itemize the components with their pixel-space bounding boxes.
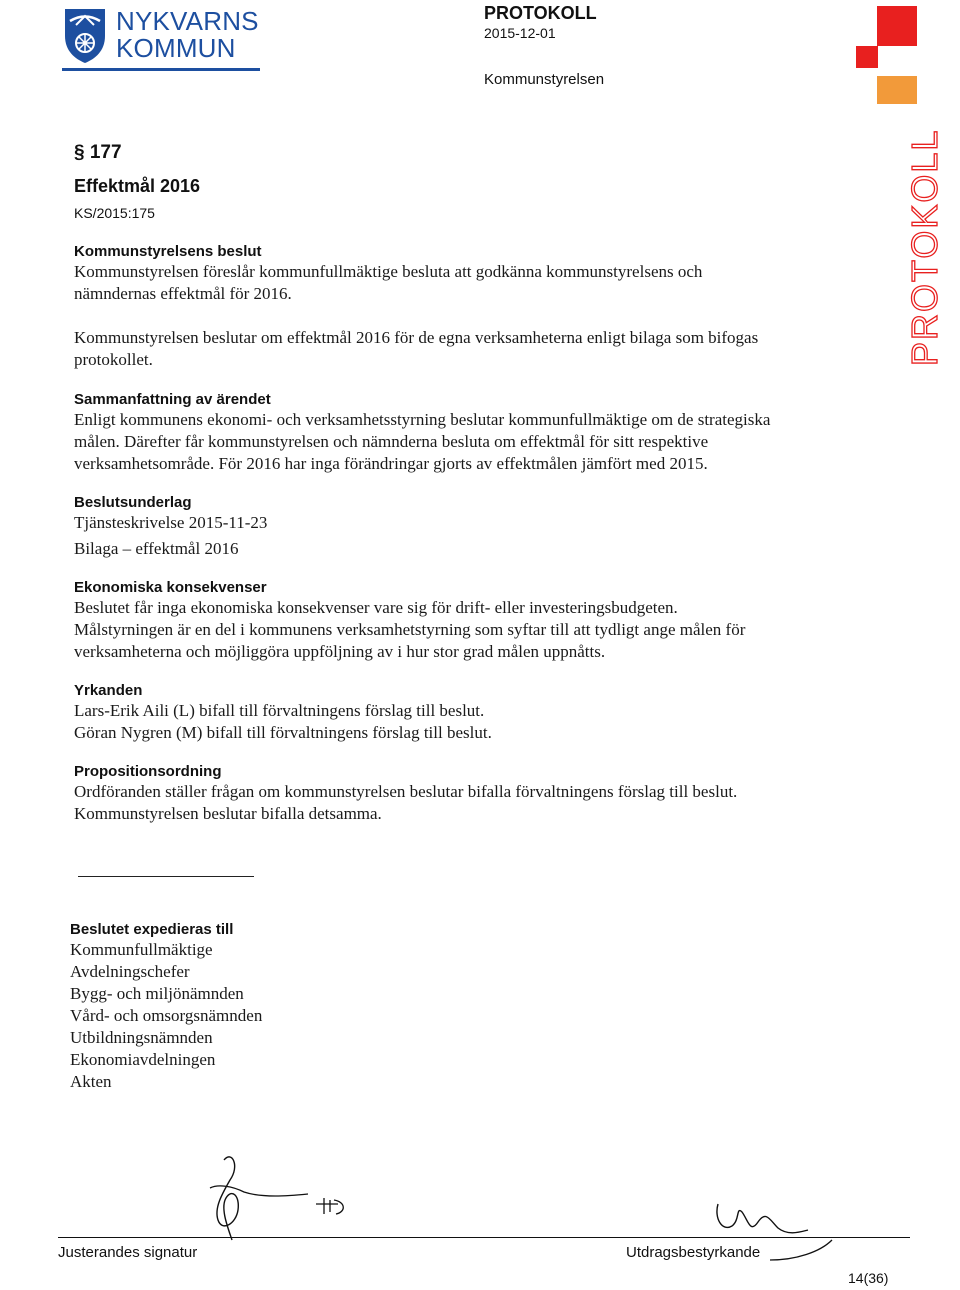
summary-section [74,390,774,475]
economic-heading: Ekonomiska konsekvenser [74,579,267,596]
logo-wordmark [116,8,259,62]
economic-section [74,578,774,663]
justifier-label: Justerandes signatur [58,1244,198,1261]
case-number: KS/2015:175 [74,205,155,221]
decision-section [74,242,774,371]
distribution-heading: Beslutet expedieras till [70,921,234,938]
certifier-label: Utdragsbestyrkande [626,1244,761,1261]
decision-text-2: Kommunstyrelsen beslutar om effektmål 2016 för de egna verksamheterna enligt bilaga som bifogas protokollet. [74,328,759,369]
distribution-item: Akten [70,1072,112,1091]
distribution-section [70,920,262,1093]
coat-of-arms-icon [62,6,108,64]
basis-heading: Beslutsunderlag [74,494,192,511]
motions-section [74,681,774,744]
proposition-section [74,762,774,825]
section-number: § 177 [74,142,122,163]
municipality-logo [62,6,262,72]
distribution-item: Utbildningsnämnden [70,1028,213,1047]
distribution-item: Ekonomiavdelningen [70,1050,216,1069]
logo-line-1: NYKVARNS [116,6,259,36]
signature-line [58,1237,910,1238]
proposition-text: Ordföranden ställer frågan om kommunstyrelsen beslutar bifalla förvaltningens förslag till beslut. Kommunstyrelsen beslutar bifalla detsamma. [74,782,738,823]
motion-item: Göran Nygren (M) bifall till förvaltningens förslag till beslut. [74,723,492,742]
section-subject: Effektmål 2016 [74,176,201,196]
motions-heading: Yrkanden [74,682,143,699]
document-type: PROTOKOLL [484,3,597,23]
economic-text: Beslutet får inga ekonomiska konsekvenser vare sig för drift- eller investeringsbudgeten. Målstyrningen är en del i kommunens verksamhetstyrning som syftar till att tydligt ange målen för verksamheterna och möjliggöra uppföljning av i hur stor grad målen uppnåtts. [74,598,746,661]
distribution-item: Vård- och omsorgsnämnden [70,1006,263,1025]
basis-item: Tjänsteskrivelse 2015-11-23 [74,513,268,532]
accent-square-red [877,6,917,46]
decision-heading: Kommunstyrelsens beslut [74,243,262,260]
basis-section [74,493,774,560]
accent-square-red-small [856,46,878,68]
page-number: 14(36) [848,1270,889,1286]
distribution-item: Kommunfullmäktige [70,940,213,959]
section-divider [78,876,254,877]
decision-text-1: Kommunstyrelsen föreslår kommunfullmäktige besluta att godkänna kommunstyrelsens och nämndernas effektmål för 2016. [74,262,703,303]
summary-heading: Sammanfattning av ärendet [74,391,271,408]
logo-underline [62,68,260,71]
proposition-heading: Propositionsordning [74,763,222,780]
basis-item: Bilaga – effektmål 2016 [74,539,239,558]
minutes-section [74,142,774,825]
summary-text: Enligt kommunens ekonomi- och verksamhetsstyrning beslutar kommunfullmäktige om de strategiska målen. Därefter får kommunstyrelsen och nämnderna besluta om effektmål för sitt respektive verksamhetsområde. För 2016 har inga förändringar gjorts av effektmålen jämfört med 2015. [74,410,771,473]
justifier-signature [196,1150,366,1242]
meeting-date: 2015-12-01 [484,25,556,41]
distribution-item: Bygg- och miljönämnden [70,984,244,1003]
distribution-item: Avdelningschefer [70,962,190,981]
vertical-watermark: PROTOKOLL [904,128,945,366]
committee-name: Kommunstyrelsen [484,71,605,88]
logo-line-2: KOMMUN [116,33,236,63]
motion-item: Lars-Erik Aili (L) bifall till förvaltningens förslag till beslut. [74,701,485,720]
accent-square-orange [877,76,917,104]
